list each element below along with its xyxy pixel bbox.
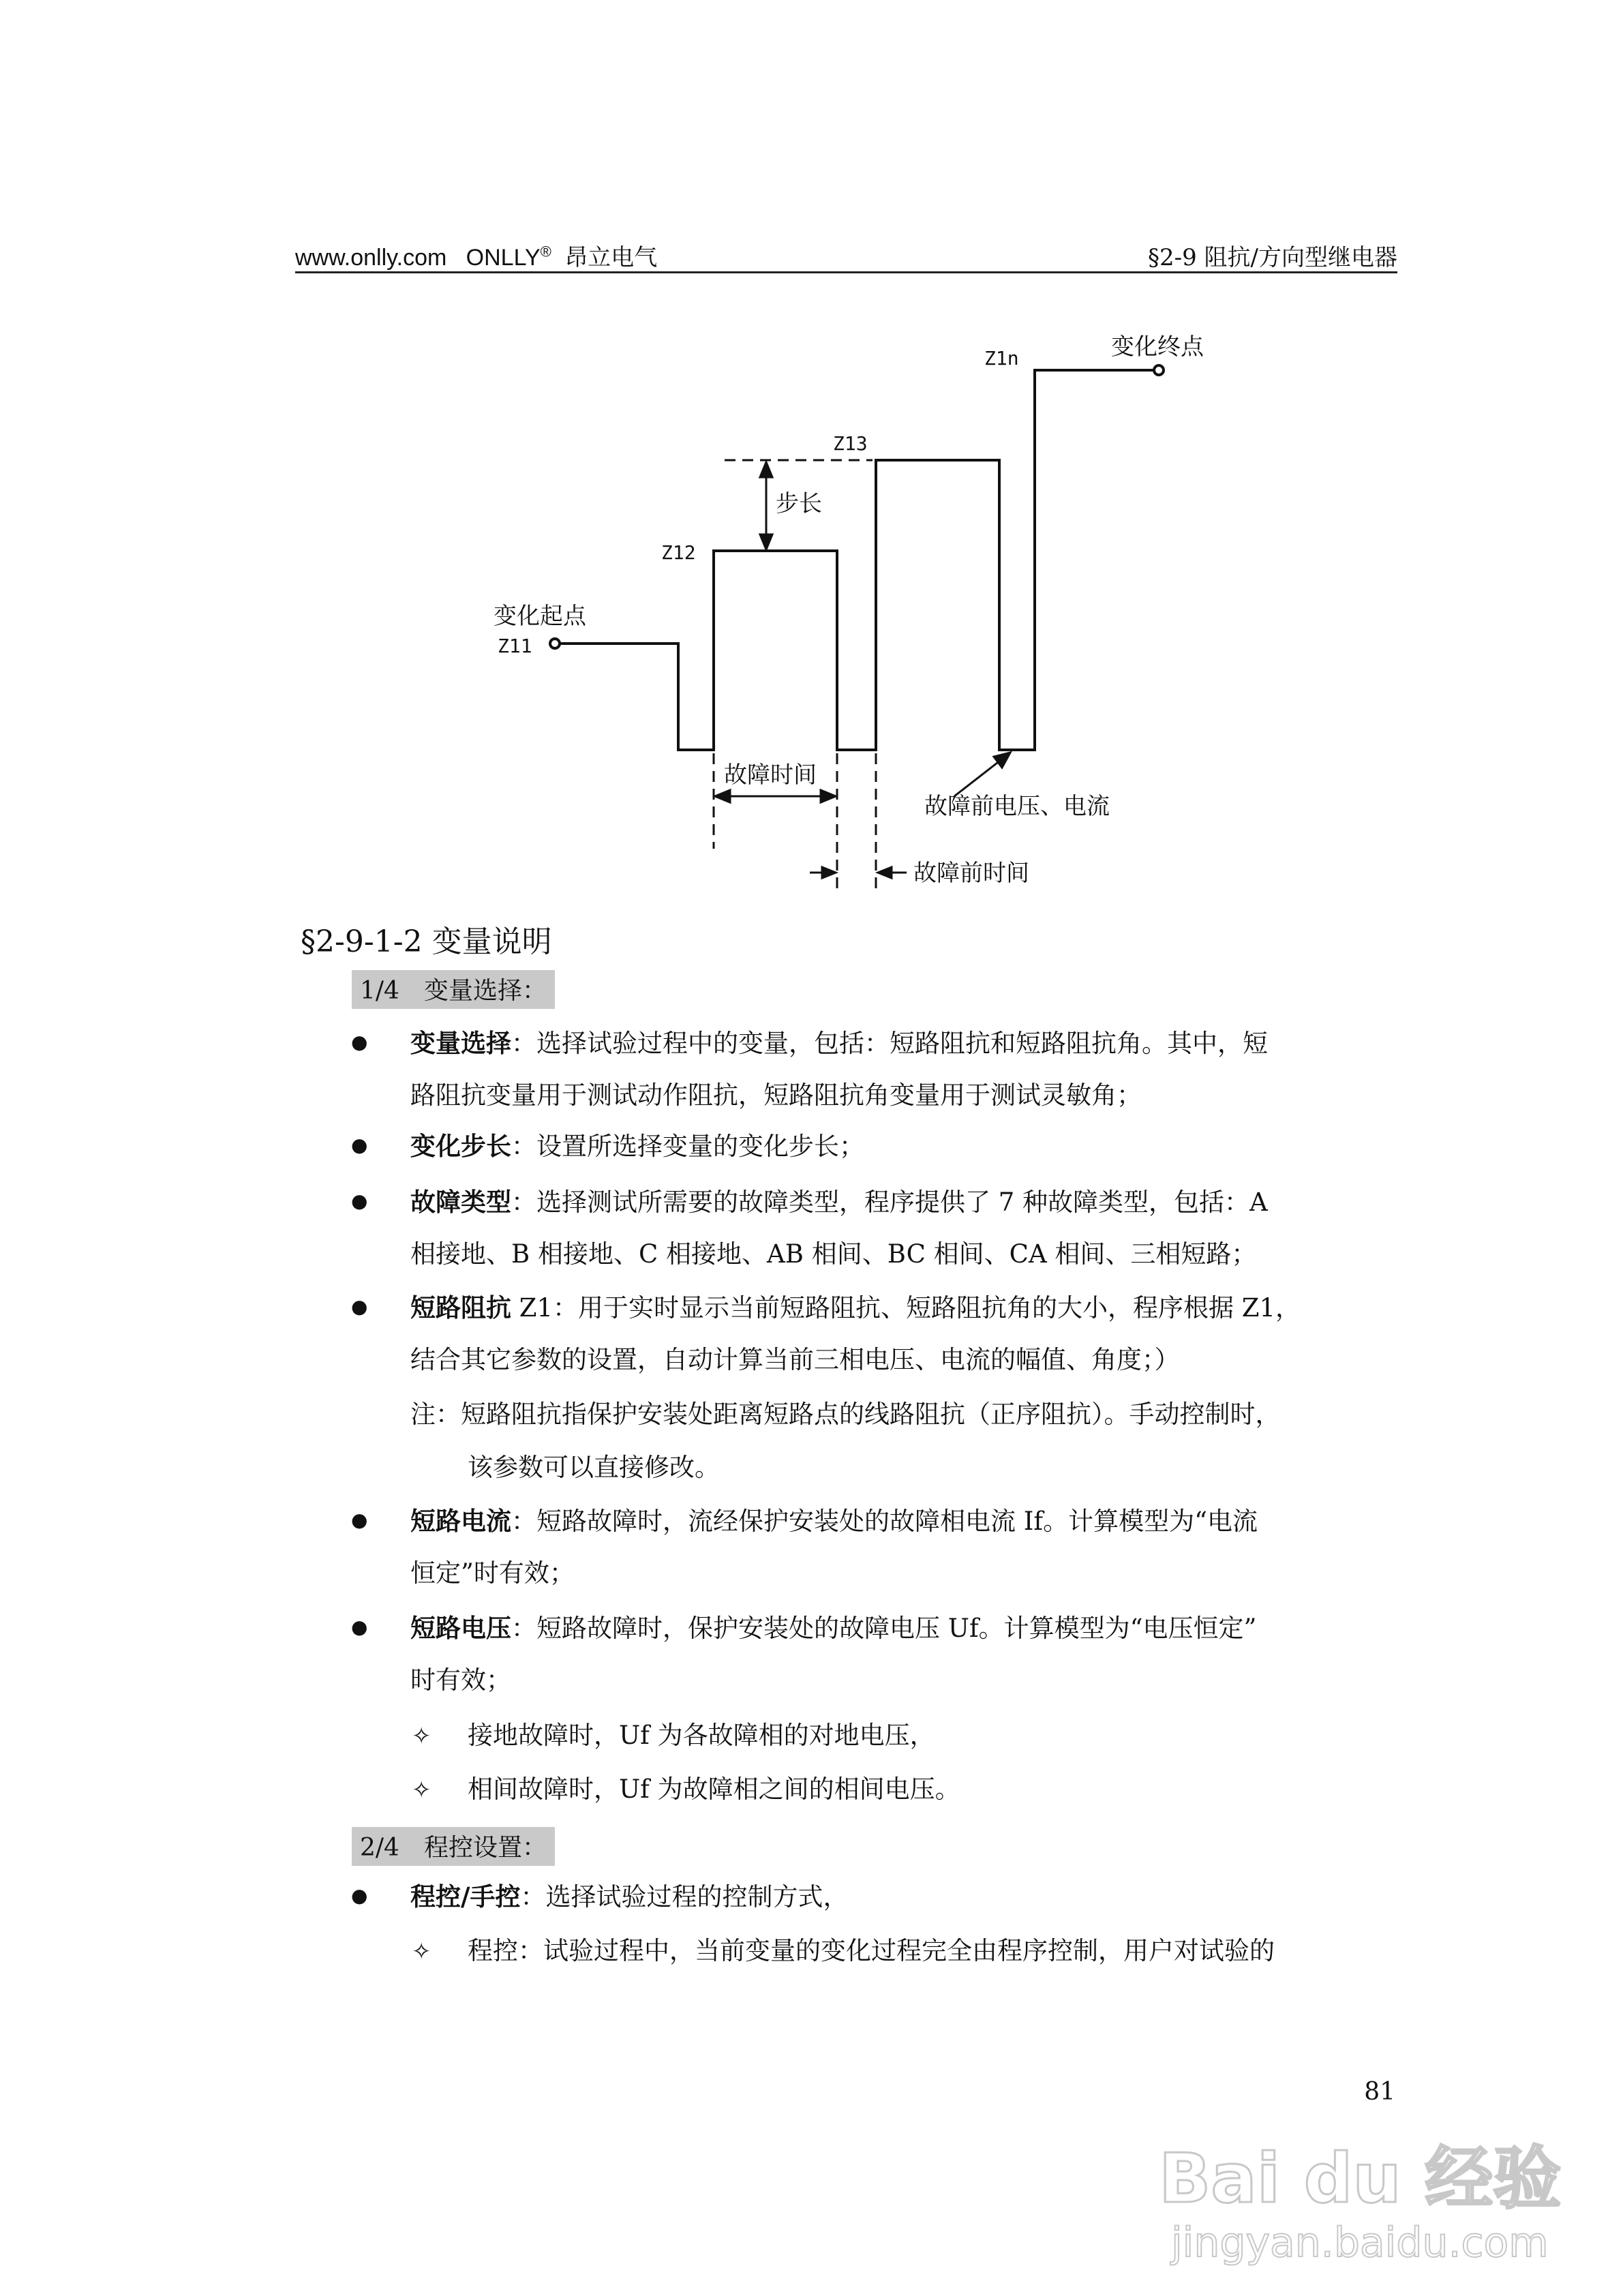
bullet-7: ● <box>351 1884 368 1907</box>
b1-term: 变量选择 <box>410 1029 511 1058</box>
label-z12: Z12 <box>661 541 696 564</box>
b2-text1: ：设置所选择变量的变化步长； <box>511 1132 864 1161</box>
header-site: www.onlly.com <box>295 245 447 271</box>
label-z1n: Z1n <box>984 347 1019 369</box>
b4-text1: Z1：用于实时显示当前短路阻抗、短路阻抗角的大小，程序根据 Z1， <box>511 1293 1301 1323</box>
label-step: 步长 <box>776 490 822 517</box>
b1-text1: ：选择试验过程中的变量，包括：短路阻抗和短路阻抗角。其中，短 <box>511 1029 1268 1058</box>
bullet-4: ● <box>351 1295 368 1318</box>
label-prefault-vi: 故障前电压、电流 <box>924 793 1110 820</box>
b1-line2: 路阻抗变量用于测试动作阻抗，短路阻抗角变量用于测试灵敏角； <box>410 1081 1142 1110</box>
header-site-brand <box>295 239 657 272</box>
d3-line: 程控：试验过程中，当前变量的变化过程完全由程序控制，用户对试验的 <box>468 1936 1275 1965</box>
note-line1: 注：短路阻抗指保护安装处距离短路点的线路阻抗（正序阻抗）。手动控制时， <box>410 1400 1281 1429</box>
prefault-vi-pointer-head <box>994 753 1010 768</box>
b6-term: 短路电压 <box>410 1614 511 1643</box>
step-arrow-up <box>760 462 772 477</box>
start-point <box>550 639 560 648</box>
label-start: 变化起点 <box>494 603 586 630</box>
baidu-watermark <box>1159 2127 1562 2277</box>
header-section-title: §2-9 阻抗/方向型继电器 <box>1147 244 1397 271</box>
prefault-arrow-left-head <box>822 867 836 878</box>
b4-line2: 结合其它参数的设置，自动计算当前三相电压、电流的幅值、角度；） <box>410 1345 1180 1374</box>
b3-term: 故障类型 <box>410 1188 511 1217</box>
subheading-variable-selection: 1/4 变量选择： <box>352 970 555 1009</box>
diamond-1: ✧ <box>412 1723 431 1750</box>
watermark-url: jingyan.baidu.com <box>1171 2219 1549 2267</box>
step-arrow-down <box>760 534 772 549</box>
b2-term: 变化步长 <box>410 1132 511 1161</box>
note-line2: 该参数可以直接修改。 <box>468 1453 720 1482</box>
b3-line1 <box>410 1190 1268 1215</box>
prefault-arrow-right-head <box>878 867 892 878</box>
header-company: 昂立电气 <box>564 244 658 271</box>
end-point <box>1154 365 1164 375</box>
prefault-vi-pointer-line <box>954 758 1003 796</box>
label-end: 变化终点 <box>1111 333 1204 361</box>
bullet-6: ● <box>351 1616 368 1638</box>
fault-time-arrow-left <box>715 790 730 802</box>
label-z11: Z11 <box>498 635 532 657</box>
bullet-5: ● <box>351 1509 368 1531</box>
header-brand: ONLLY <box>466 245 541 271</box>
b6-line2: 时有效； <box>410 1665 511 1695</box>
b5-line2: 恒定”时有效； <box>410 1558 575 1588</box>
b1-line1 <box>410 1031 1268 1056</box>
label-prefault-time: 故障前时间 <box>913 860 1029 887</box>
b5-term: 短路电流 <box>410 1507 511 1536</box>
waveform-line <box>560 370 1154 750</box>
label-z13: Z13 <box>833 432 868 455</box>
b4-line1 <box>410 1293 1301 1323</box>
bullet-2: ● <box>351 1134 368 1156</box>
b3-text1: ：选择测试所需要的故障类型，程序提供了 7 种故障类型，包括：A <box>511 1188 1268 1217</box>
b6-text1: ：短路故障时，保护安装处的故障电压 Uf。计算模型为“电压恒定” <box>511 1614 1257 1643</box>
diamond-3: ✧ <box>412 1938 431 1965</box>
bullet-3: ● <box>351 1190 368 1212</box>
b6-line1 <box>410 1616 1256 1641</box>
impedance-step-diagram <box>470 314 1204 893</box>
b5-text1: ：短路故障时，流经保护安装处的故障相电流 If。计算模型为“电流 <box>511 1507 1258 1536</box>
b7-text1: ：选择试验过程的控制方式， <box>520 1882 849 1912</box>
b4-term: 短路阻抗 <box>410 1293 511 1323</box>
page-number: 81 <box>1364 2078 1395 2106</box>
section-heading: §2-9-1-2 变量说明 <box>301 924 552 959</box>
bullet-1: ● <box>351 1031 368 1053</box>
b7-line1 <box>410 1882 849 1912</box>
d2-line: 相间故障时，Uf 为故障相之间的相间电压。 <box>468 1774 960 1804</box>
b7-term: 程控/手控 <box>410 1882 521 1912</box>
diamond-2: ✧ <box>412 1777 431 1804</box>
registered-mark: ® <box>540 243 551 260</box>
d1-line: 接地故障时，Uf 为各故障相的对地电压， <box>468 1721 935 1750</box>
b3-line2: 相接地、B 相接地、C 相接地、AB 相间、BC 相间、CA 相间、三相短路； <box>410 1239 1257 1269</box>
header-rule <box>295 271 1397 273</box>
label-fault-time: 故障时间 <box>724 761 817 789</box>
b5-line1 <box>410 1509 1258 1534</box>
subheading-program-control: 2/4 程控设置： <box>352 1827 555 1866</box>
fault-time-arrow-right <box>821 790 836 802</box>
b2-line1 <box>410 1134 864 1159</box>
watermark-logo: Bai du 经验 <box>1159 2139 1562 2218</box>
